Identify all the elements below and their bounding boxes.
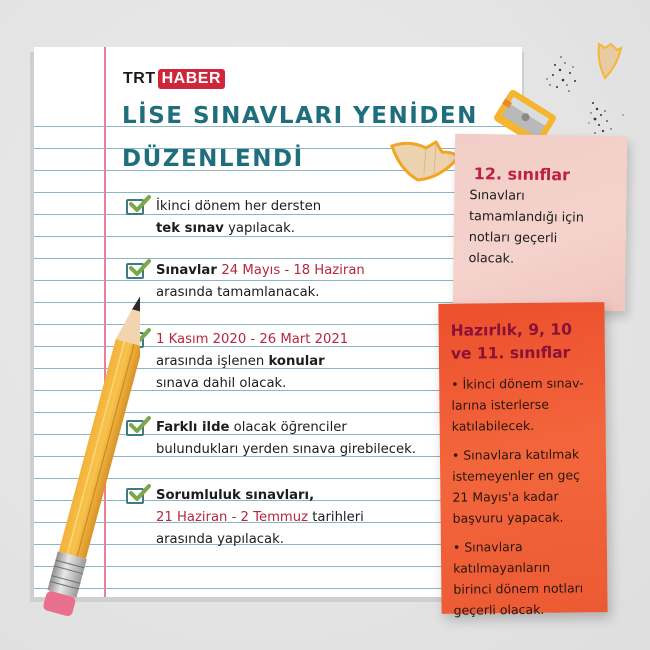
page-title-line1: LİSE SINAVLARI YENİDEN: [122, 103, 478, 129]
item-row: Sınavlar 24 Mayıs - 18 Haziran: [156, 263, 365, 278]
note-heading: Hazırlık, 9, 10 ve 11. sınıflar: [450, 320, 573, 363]
checklist-item-1: [126, 196, 321, 240]
checklist-item-3: [126, 329, 348, 395]
checklist-item-5: [126, 485, 364, 551]
note-line: notları geçerli: [468, 230, 558, 247]
item-row: Farklı ilde olacak öğrenciler: [156, 420, 347, 435]
item-row: Sorumluluk sınavları,: [156, 488, 315, 503]
item-row: bulundukları yerden sınava girebilecek.: [156, 442, 416, 457]
page-title-line2: DÜZENLENDİ: [122, 146, 304, 172]
checkbox-checked-icon: [126, 199, 144, 215]
item-row: tek sınav yapılacak.: [156, 221, 295, 236]
note-heading: 12. sınıflar: [473, 164, 571, 185]
notebook-header-area: [34, 47, 522, 105]
note-line: Sınavları: [469, 188, 525, 204]
item-row: 1 Kasım 2020 - 26 Mart 2021: [156, 332, 349, 347]
pencil-icon: [30, 280, 140, 620]
sticky-note-prep-9-10-11-grades: [438, 302, 607, 618]
checklist-item-4: [126, 417, 416, 461]
note-line: olacak.: [468, 251, 515, 267]
item-row: arasında işlenen konular: [156, 354, 325, 369]
item-row: İkinci dönem her dersten: [156, 199, 322, 214]
item-row: sınava dahil olacak.: [156, 376, 287, 391]
logo-haber: HABER: [158, 69, 225, 89]
note-bullet: • Sınavlara katılmayanların birinci dönem notları geçerli olacak.: [452, 539, 584, 618]
item-row: arasında tamamlanacak.: [156, 285, 320, 300]
note-line: tamamlandığı için: [468, 209, 584, 226]
logo-trt: TRT: [123, 70, 156, 87]
pencil-shaving-icon: [390, 138, 460, 183]
sticky-note-12th-grade: [453, 134, 627, 311]
item-row: 21 Haziran - 2 Temmuz tarihleri: [156, 510, 364, 525]
note-bullet: • İkinci dönem sınav- larına isterlerse katılabilecek.: [451, 375, 584, 434]
checkbox-checked-icon: [126, 263, 144, 279]
trt-haber-logo: [123, 69, 225, 89]
checklist-item-2: [126, 260, 365, 304]
item-row: arasında yapılacak.: [156, 532, 284, 547]
note-bullet: • Sınavlara katılmak istemeyenler en geç 21 Mayıs'a kadar başvuru yapacak.: [451, 446, 581, 526]
